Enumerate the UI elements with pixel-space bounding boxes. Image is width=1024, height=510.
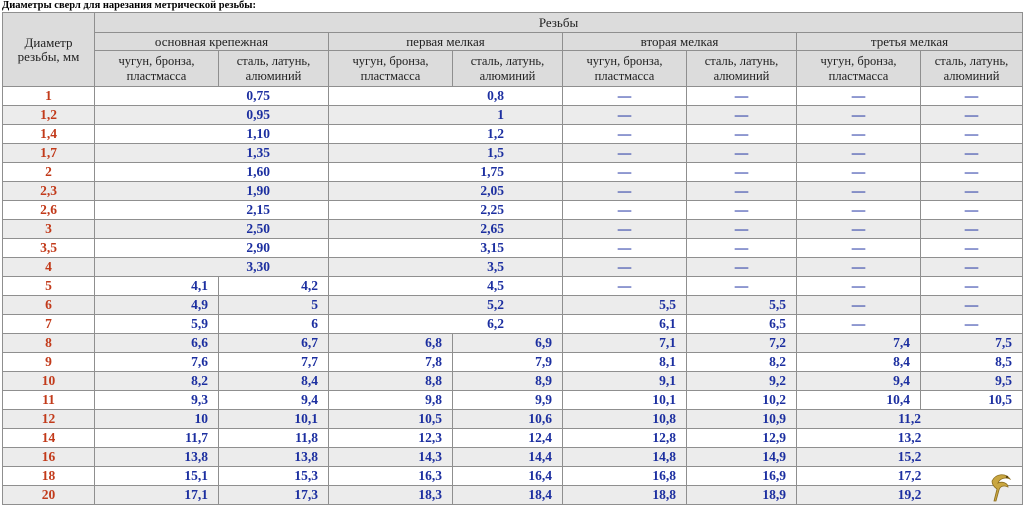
fine1-steel-cell: 12,4 <box>453 429 563 448</box>
table-row <box>3 448 1023 467</box>
fine2-steel-cell: 5,5 <box>687 296 797 315</box>
material-header-steel: сталь, латунь, алюминий <box>219 51 329 87</box>
fine3-merged-cell: 17,2 <box>797 467 1023 486</box>
fine2-steel-cell: 14,9 <box>687 448 797 467</box>
fine1-merged-cell: 2,25 <box>329 201 563 220</box>
main-cast-cell: 15,1 <box>95 467 219 486</box>
table-row <box>3 372 1023 391</box>
fine2-cast-cell: — <box>563 144 687 163</box>
fine1-cast-cell: 9,8 <box>329 391 453 410</box>
fine1-steel-cell: 9,9 <box>453 391 563 410</box>
fine3-cast-cell: — <box>797 201 921 220</box>
fine1-merged-cell: 1,2 <box>329 125 563 144</box>
diameter-cell: 7 <box>3 315 95 334</box>
fine2-steel-cell: — <box>687 239 797 258</box>
fine2-steel-cell: — <box>687 163 797 182</box>
fine3-steel-cell: — <box>921 201 1023 220</box>
table-caption: Диаметры сверл для нарезания метрической резьбы: <box>2 0 256 11</box>
fine3-cast-cell: — <box>797 87 921 106</box>
fine2-cast-cell: 12,8 <box>563 429 687 448</box>
fine1-merged-cell: 0,8 <box>329 87 563 106</box>
fine2-steel-cell: — <box>687 144 797 163</box>
main-cast-cell: 4,1 <box>95 277 219 296</box>
table-row <box>3 467 1023 486</box>
diameter-cell: 2,6 <box>3 201 95 220</box>
fine2-cast-cell: 6,1 <box>563 315 687 334</box>
main-steel-cell: 9,4 <box>219 391 329 410</box>
main-steel-cell: 5 <box>219 296 329 315</box>
fine3-cast-cell: — <box>797 239 921 258</box>
fine3-steel-cell: — <box>921 125 1023 144</box>
fine2-steel-cell: 12,9 <box>687 429 797 448</box>
fine2-steel-cell: 7,2 <box>687 334 797 353</box>
table-row <box>3 87 1023 106</box>
table-row <box>3 486 1023 505</box>
main-cast-cell: 11,7 <box>95 429 219 448</box>
main-steel-cell: 15,3 <box>219 467 329 486</box>
fine2-cast-cell: — <box>563 125 687 144</box>
fine3-steel-cell: — <box>921 220 1023 239</box>
fine1-steel-cell: 16,4 <box>453 467 563 486</box>
fine2-cast-cell: 10,8 <box>563 410 687 429</box>
table-row <box>3 334 1023 353</box>
fine3-merged-cell: 15,2 <box>797 448 1023 467</box>
fine1-merged-cell: 3,15 <box>329 239 563 258</box>
diameter-cell: 20 <box>3 486 95 505</box>
material-header-cast: чугун, бронза, пластмасса <box>95 51 219 87</box>
table-row <box>3 239 1023 258</box>
group-header-main: основная крепежная <box>95 33 329 51</box>
fine1-cast-cell: 8,8 <box>329 372 453 391</box>
fine3-cast-cell: 9,4 <box>797 372 921 391</box>
fine1-steel-cell: 10,6 <box>453 410 563 429</box>
fine2-steel-cell: — <box>687 106 797 125</box>
fine3-cast-cell: — <box>797 277 921 296</box>
table-row <box>3 391 1023 410</box>
fine2-steel-cell: 9,2 <box>687 372 797 391</box>
diameter-cell: 2,3 <box>3 182 95 201</box>
table-row <box>3 144 1023 163</box>
diameter-cell: 10 <box>3 372 95 391</box>
main-cast-cell: 17,1 <box>95 486 219 505</box>
table-row <box>3 220 1023 239</box>
fine1-merged-cell: 1,5 <box>329 144 563 163</box>
fine1-cast-cell: 14,3 <box>329 448 453 467</box>
table-row <box>3 106 1023 125</box>
fine3-steel-cell: — <box>921 182 1023 201</box>
diameter-cell: 1,2 <box>3 106 95 125</box>
diameter-cell: 5 <box>3 277 95 296</box>
fine1-merged-cell: 6,2 <box>329 315 563 334</box>
fine1-steel-cell: 14,4 <box>453 448 563 467</box>
diameter-cell: 6 <box>3 296 95 315</box>
main-steel-cell: 8,4 <box>219 372 329 391</box>
fine2-steel-cell: 6,5 <box>687 315 797 334</box>
fine2-steel-cell: 8,2 <box>687 353 797 372</box>
fine3-cast-cell: — <box>797 315 921 334</box>
fine1-steel-cell: 8,9 <box>453 372 563 391</box>
fine2-cast-cell: 8,1 <box>563 353 687 372</box>
main-cast-cell: 10 <box>95 410 219 429</box>
fine2-steel-cell: 10,2 <box>687 391 797 410</box>
diameter-cell: 1,4 <box>3 125 95 144</box>
fine3-cast-cell: — <box>797 106 921 125</box>
main-cast-cell: 13,8 <box>95 448 219 467</box>
table-row <box>3 125 1023 144</box>
fine2-steel-cell: — <box>687 125 797 144</box>
fine1-cast-cell: 18,3 <box>329 486 453 505</box>
main-merged-cell: 0,75 <box>95 87 329 106</box>
fine2-cast-cell: 16,8 <box>563 467 687 486</box>
fine3-steel-cell: 10,5 <box>921 391 1023 410</box>
material-header-cast: чугун, бронза, пластмасса <box>797 51 921 87</box>
material-header-steel: сталь, латунь, алюминий <box>687 51 797 87</box>
fine2-cast-cell: — <box>563 163 687 182</box>
fine3-cast-cell: — <box>797 125 921 144</box>
fine3-steel-cell: 9,5 <box>921 372 1023 391</box>
fine3-steel-cell: — <box>921 87 1023 106</box>
fine2-cast-cell: 14,8 <box>563 448 687 467</box>
table-row <box>3 296 1023 315</box>
fine3-cast-cell: — <box>797 144 921 163</box>
table-row <box>3 429 1023 448</box>
fine3-steel-cell: — <box>921 163 1023 182</box>
fine1-cast-cell: 10,5 <box>329 410 453 429</box>
fine3-steel-cell: 7,5 <box>921 334 1023 353</box>
table-row <box>3 201 1023 220</box>
fine3-cast-cell: — <box>797 296 921 315</box>
fine3-cast-cell: — <box>797 182 921 201</box>
fine3-steel-cell: — <box>921 106 1023 125</box>
fine1-merged-cell: 3,5 <box>329 258 563 277</box>
fine2-steel-cell: — <box>687 87 797 106</box>
fine3-cast-cell: 7,4 <box>797 334 921 353</box>
diameter-cell: 16 <box>3 448 95 467</box>
main-merged-cell: 3,30 <box>95 258 329 277</box>
material-header-cast: чугун, бронза, пластмасса <box>563 51 687 87</box>
fine3-steel-cell: 8,5 <box>921 353 1023 372</box>
fine2-steel-cell: — <box>687 201 797 220</box>
diameter-cell: 9 <box>3 353 95 372</box>
main-steel-cell: 4,2 <box>219 277 329 296</box>
diameter-cell: 12 <box>3 410 95 429</box>
main-steel-cell: 6,7 <box>219 334 329 353</box>
fine1-merged-cell: 1,75 <box>329 163 563 182</box>
fine2-steel-cell: 10,9 <box>687 410 797 429</box>
material-header-steel: сталь, латунь, алюминий <box>453 51 563 87</box>
main-steel-cell: 6 <box>219 315 329 334</box>
table-row <box>3 163 1023 182</box>
main-cast-cell: 8,2 <box>95 372 219 391</box>
main-steel-cell: 7,7 <box>219 353 329 372</box>
fine2-steel-cell: — <box>687 182 797 201</box>
main-cast-cell: 9,3 <box>95 391 219 410</box>
table-row <box>3 258 1023 277</box>
diameter-header: Диаметр резьбы, мм <box>3 13 95 87</box>
main-merged-cell: 1,35 <box>95 144 329 163</box>
fine2-cast-cell: — <box>563 220 687 239</box>
fine2-cast-cell: — <box>563 258 687 277</box>
main-merged-cell: 2,15 <box>95 201 329 220</box>
fine2-cast-cell: 5,5 <box>563 296 687 315</box>
diameter-cell: 11 <box>3 391 95 410</box>
fine1-steel-cell: 18,4 <box>453 486 563 505</box>
material-header-steel: сталь, латунь, алюминий <box>921 51 1023 87</box>
diameter-cell: 3 <box>3 220 95 239</box>
group-header-fine1: первая мелкая <box>329 33 563 51</box>
fine2-cast-cell: — <box>563 87 687 106</box>
fine3-steel-cell: — <box>921 144 1023 163</box>
main-steel-cell: 10,1 <box>219 410 329 429</box>
main-cast-cell: 7,6 <box>95 353 219 372</box>
fine3-merged-cell: 19,2 <box>797 486 1023 505</box>
fine1-cast-cell: 16,3 <box>329 467 453 486</box>
main-merged-cell: 1,10 <box>95 125 329 144</box>
main-cast-cell: 5,9 <box>95 315 219 334</box>
group-header-fine3: третья мелкая <box>797 33 1023 51</box>
fine2-cast-cell: 9,1 <box>563 372 687 391</box>
fine2-steel-cell: 18,9 <box>687 486 797 505</box>
diameter-cell: 1 <box>3 87 95 106</box>
fine1-merged-cell: 1 <box>329 106 563 125</box>
main-merged-cell: 1,60 <box>95 163 329 182</box>
main-merged-cell: 2,50 <box>95 220 329 239</box>
fine3-cast-cell: 10,4 <box>797 391 921 410</box>
fine3-steel-cell: — <box>921 258 1023 277</box>
fine1-cast-cell: 7,8 <box>329 353 453 372</box>
diameter-cell: 14 <box>3 429 95 448</box>
fine2-steel-cell: — <box>687 220 797 239</box>
fine3-cast-cell: — <box>797 163 921 182</box>
main-merged-cell: 0,95 <box>95 106 329 125</box>
fine1-steel-cell: 7,9 <box>453 353 563 372</box>
main-cast-cell: 6,6 <box>95 334 219 353</box>
fine2-steel-cell: 16,9 <box>687 467 797 486</box>
diameter-cell: 18 <box>3 467 95 486</box>
main-cast-cell: 4,9 <box>95 296 219 315</box>
main-merged-cell: 2,90 <box>95 239 329 258</box>
table-row <box>3 315 1023 334</box>
fine1-cast-cell: 6,8 <box>329 334 453 353</box>
fine1-merged-cell: 2,05 <box>329 182 563 201</box>
table-body <box>3 87 1023 505</box>
diameter-cell: 2 <box>3 163 95 182</box>
group-header-fine2: вторая мелкая <box>563 33 797 51</box>
fine2-cast-cell: 7,1 <box>563 334 687 353</box>
fine2-cast-cell: — <box>563 239 687 258</box>
fine3-steel-cell: — <box>921 239 1023 258</box>
threads-header: Резьбы <box>95 13 1023 33</box>
fine3-cast-cell: 8,4 <box>797 353 921 372</box>
fine3-cast-cell: — <box>797 220 921 239</box>
table-row <box>3 353 1023 372</box>
fine2-cast-cell: 10,1 <box>563 391 687 410</box>
drill-diameter-table <box>2 12 1023 505</box>
fine1-merged-cell: 2,65 <box>329 220 563 239</box>
diameter-cell: 8 <box>3 334 95 353</box>
diameter-cell: 1,7 <box>3 144 95 163</box>
fine2-steel-cell: — <box>687 258 797 277</box>
diameter-cell: 3,5 <box>3 239 95 258</box>
main-steel-cell: 17,3 <box>219 486 329 505</box>
fine1-steel-cell: 6,9 <box>453 334 563 353</box>
material-header-cast: чугун, бронза, пластмасса <box>329 51 453 87</box>
fine3-steel-cell: — <box>921 296 1023 315</box>
table-row <box>3 182 1023 201</box>
fine2-cast-cell: — <box>563 182 687 201</box>
diameter-cell: 4 <box>3 258 95 277</box>
fine1-merged-cell: 4,5 <box>329 277 563 296</box>
main-steel-cell: 13,8 <box>219 448 329 467</box>
fine1-merged-cell: 5,2 <box>329 296 563 315</box>
main-steel-cell: 11,8 <box>219 429 329 448</box>
fine2-cast-cell: — <box>563 201 687 220</box>
fine3-merged-cell: 11,2 <box>797 410 1023 429</box>
main-merged-cell: 1,90 <box>95 182 329 201</box>
fine3-steel-cell: — <box>921 315 1023 334</box>
bird-logo-icon <box>986 467 1016 503</box>
table-row <box>3 277 1023 296</box>
fine3-steel-cell: — <box>921 277 1023 296</box>
fine3-merged-cell: 13,2 <box>797 429 1023 448</box>
fine2-steel-cell: — <box>687 277 797 296</box>
fine3-cast-cell: — <box>797 258 921 277</box>
fine2-cast-cell: — <box>563 277 687 296</box>
fine2-cast-cell: 18,8 <box>563 486 687 505</box>
table-row <box>3 410 1023 429</box>
fine1-cast-cell: 12,3 <box>329 429 453 448</box>
fine2-cast-cell: — <box>563 106 687 125</box>
